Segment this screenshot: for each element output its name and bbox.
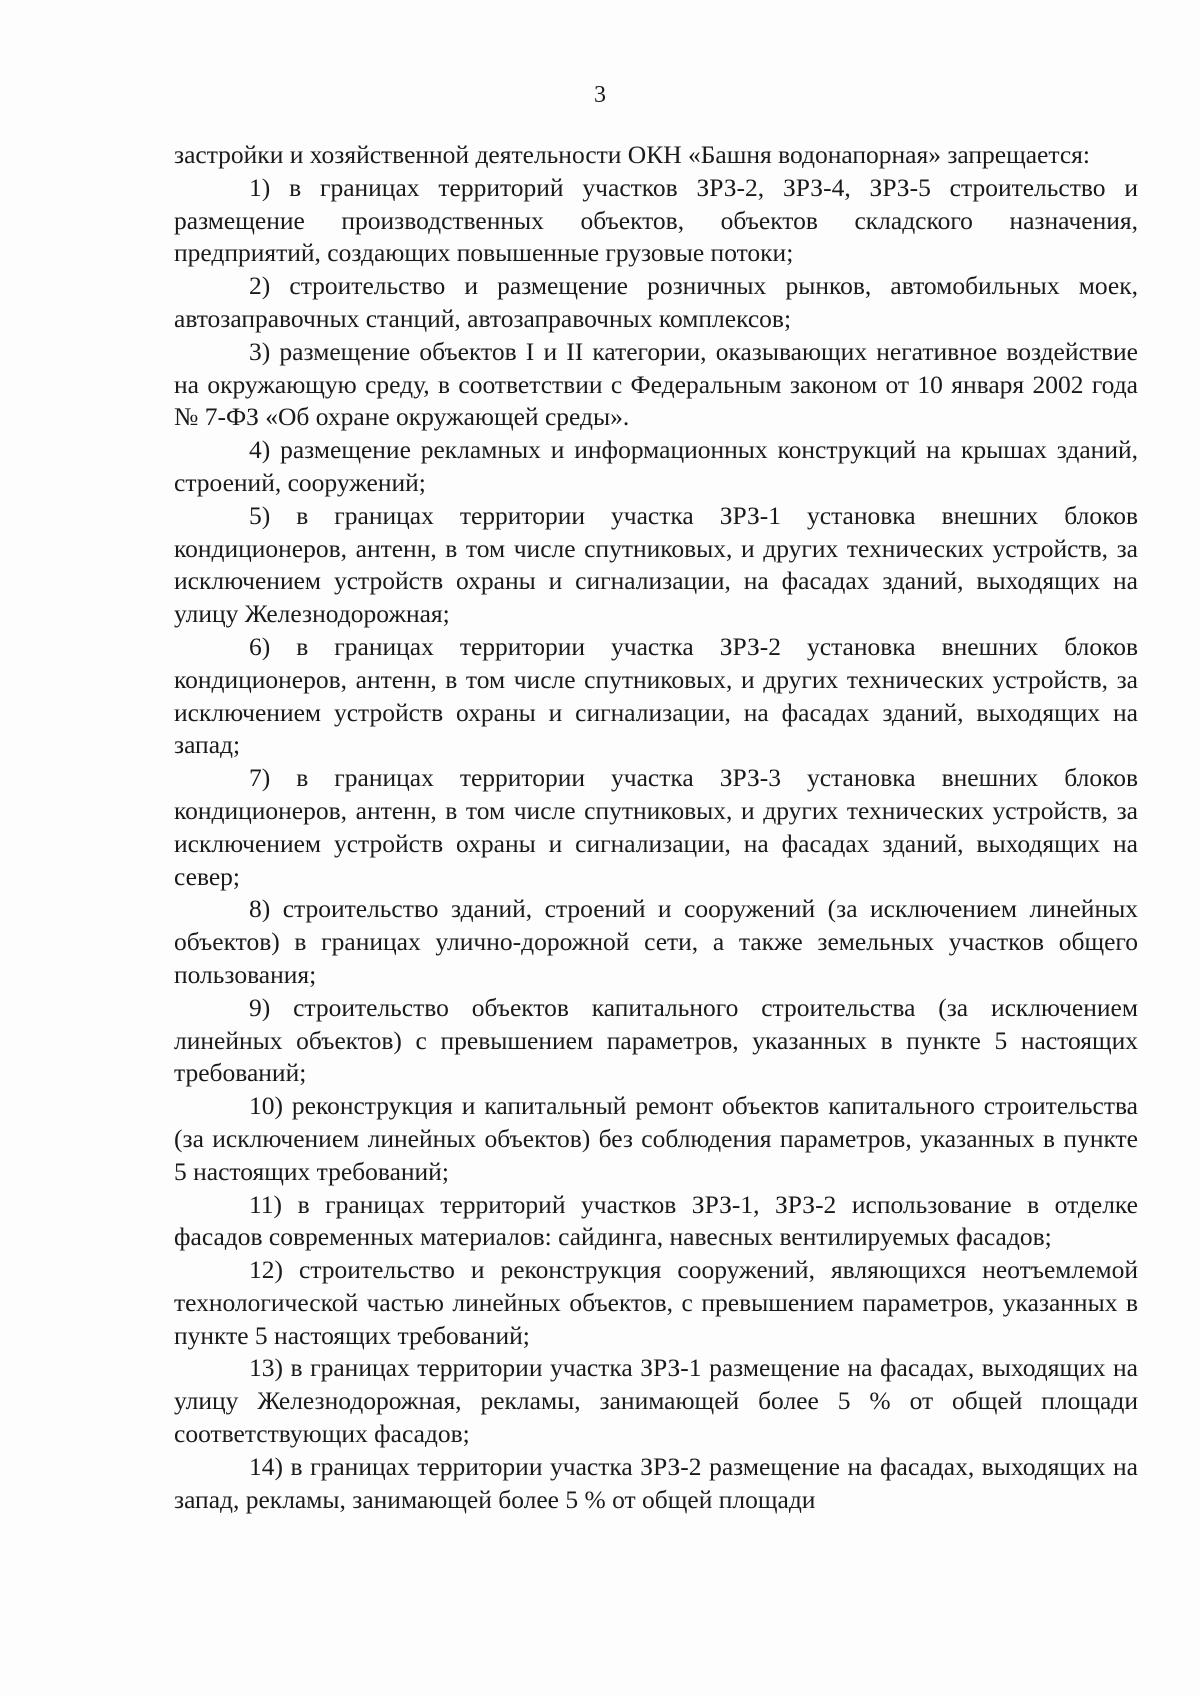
list-item-5: 5) в границах территории участка ЗРЗ-1 установка внешних блоков кондиционеров, антенн, в том числе спутниковых, и других технических устройств, за исключением устройств охраны и сигнализации, на фасадах зданий, выходящих на улицу Железнодорожная; [174,500,1138,629]
list-item-12: 12) строительство и реконструкция сооружений, являющихся неотъемлемой технологической частью линейных объектов, с превышением параметров, указанных в пункте 5 настоящих требований; [174,1255,1138,1350]
list-item-1: 1) в границах территорий участков ЗРЗ-2, ЗРЗ-4, ЗРЗ-5 строительство и размещение производственных объектов, объектов складского назначения, предприятий, создающих повышенные грузовые потоки; [174,172,1138,268]
list-item-6: 6) в границах территории участка ЗРЗ-2 установка внешних блоков кондиционеров, антенн, в том числе спутниковых, и других технических устройств, за исключением устройств охраны и сигнализации, на фасадах зданий, выходящих на запад; [174,631,1138,760]
list-item-8: 8) строительство зданий, строений и сооружений (за исключением линейных объектов) в границах улично-дорожной сети, а также земельных участков общего пользования; [174,894,1138,989]
list-item-7: 7) в границах территории участка ЗРЗ-3 установка внешних блоков кондиционеров, антенн, в том числе спутниковых, и других технических устройств, за исключением устройств охраны и сигнализации, на фасадах зданий, выходящих на север; [174,763,1138,891]
list-item-3: 3) размещение объектов I и II категории, оказывающих негативное воздействие на окружающую среду, в соответствии с Федеральным законом от 10 января 2002 года № 7-ФЗ «Об охране окружающей среды». [174,336,1138,432]
list-item-4: 4) размещение рекламных и информационных конструкций на крышах зданий, строений, сооружений; [174,435,1138,497]
list-item-9: 9) строительство объектов капитального строительства (за исключением линейных объектов) с превышением параметров, указанных в пункте 5 настоящих требований; [174,992,1138,1088]
intro-paragraph: застройки и хозяйственной деятельности ОКН «Башня водонапорная» запрещается: [174,140,1090,169]
document-body [174,139,1138,1516]
list-item-11: 11) в границах территорий участков ЗРЗ-1, ЗРЗ-2 использование в отделке фасадов современных материалов: сайдинга, навесных вентилируемых фасадов; [174,1189,1138,1252]
page-number: 3 [594,82,606,108]
list-item-10: 10) реконструкция и капитальный ремонт объектов капитального строительства (за исключением линейных объектов) без соблюдения параметров, указанных в пункте 5 настоящих требований; [174,1091,1138,1186]
list-item-13: 13) в границах территории участка ЗРЗ-1 размещение на фасадах, выходящих на улицу Железнодорожная, рекламы, занимающей более 5 % от общей площади соответствующих фасадов; [174,1353,1138,1449]
list-item-2: 2) строительство и размещение розничных рынков, автомобильных моек, автозаправочных станций, автозаправочных комплексов; [174,271,1138,333]
list-item-14: 14) в границах территории участка ЗРЗ-2 размещение на фасадах, выходящих на запад, рекламы, занимающей более 5 % от общей площади [174,1451,1138,1514]
